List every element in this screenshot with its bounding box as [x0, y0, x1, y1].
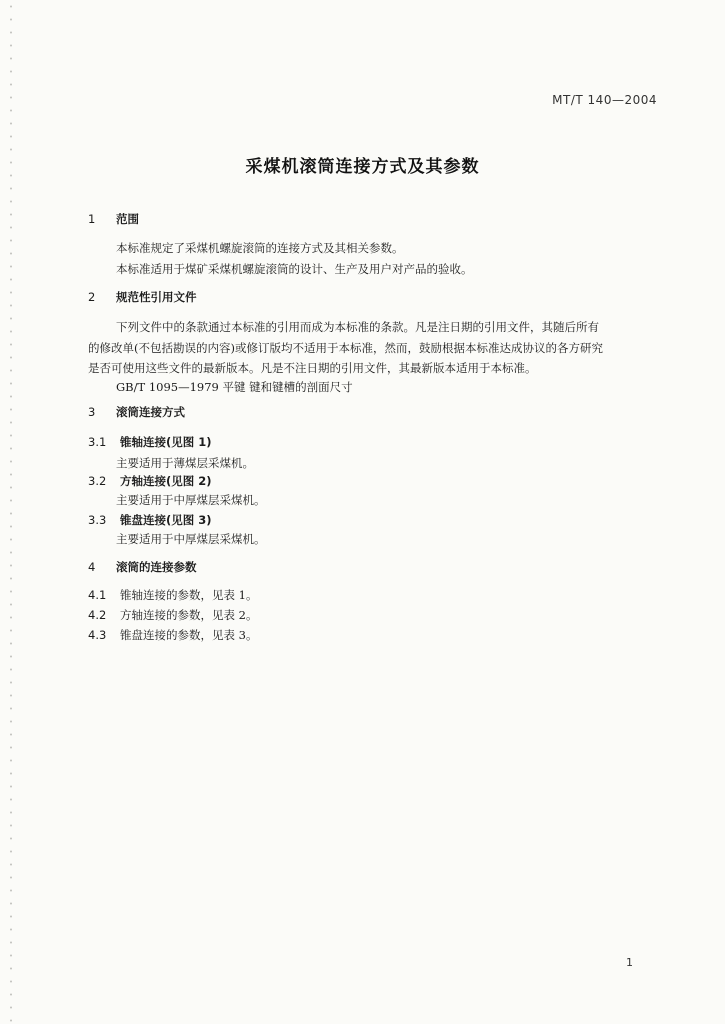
section-number: 2: [88, 290, 96, 304]
section-1-heading: [88, 211, 139, 227]
item-3-3-text: 主要适用于中厚煤层采煤机。: [116, 532, 266, 546]
item-3-3-title: [88, 512, 212, 528]
item-4-2: [88, 607, 257, 623]
item-title: 锥轴连接(见图 1): [120, 435, 212, 449]
section-title: 范围: [116, 212, 139, 226]
item-text: 锥轴连接的参数，见表 1。: [120, 588, 258, 602]
section-number: 4: [88, 560, 96, 574]
section-title: 滚筒连接方式: [116, 405, 185, 419]
section-1-paragraph-2: 本标准适用于煤矿采煤机螺旋滚筒的设计、生产及用户对产品的验收。: [116, 262, 473, 276]
section-title: 规范性引用文件: [116, 290, 197, 304]
item-number: 4.1: [88, 588, 107, 602]
item-3-2-text: 主要适用于中厚煤层采煤机。: [116, 493, 266, 507]
section-number: 3: [88, 405, 96, 419]
item-title: 锥盘连接(见图 3): [120, 513, 212, 527]
section-title: 滚筒的连接参数: [116, 560, 197, 574]
section-4-heading: [88, 559, 197, 575]
item-number: 4.3: [88, 628, 107, 642]
page-number: 1: [626, 956, 633, 969]
section-2-line-3: 是否可使用这些文件的最新版本。凡是不注日期的引用文件，其最新版本适用于本标准。: [88, 361, 537, 375]
section-2-line-2: 的修改单(不包括勘误的内容)或修订版均不适用于本标准，然而，鼓励根据本标准达成协议的各方研究: [88, 341, 603, 355]
item-text: 方轴连接的参数，见表 2。: [120, 608, 258, 622]
section-2-heading: [88, 289, 197, 305]
item-3-1-text: 主要适用于薄煤层采煤机。: [116, 456, 254, 470]
item-number: 3.1: [88, 435, 107, 449]
standard-code: MT/T 140—2004: [552, 93, 657, 107]
section-number: 1: [88, 212, 96, 226]
item-4-1: [88, 587, 257, 603]
item-3-1-title: [88, 434, 212, 450]
section-1-paragraph-1: 本标准规定了采煤机螺旋滚筒的连接方式及其相关参数。: [116, 241, 404, 255]
section-3-heading: [88, 404, 185, 420]
item-number: 3.2: [88, 474, 107, 488]
section-2-reference: GB/T 1095—1979 平键 键和键槽的剖面尺寸: [116, 380, 353, 394]
item-text: 锥盘连接的参数，见表 3。: [120, 628, 258, 642]
section-2-line-1: 下列文件中的条款通过本标准的引用而成为本标准的条款。凡是注日期的引用文件，其随后所有: [116, 320, 599, 334]
item-3-2-title: [88, 473, 212, 489]
item-title: 方轴连接(见图 2): [120, 474, 212, 488]
item-4-3: [88, 627, 257, 643]
document-title: 采煤机滚筒连接方式及其参数: [245, 157, 480, 177]
item-number: 3.3: [88, 513, 107, 527]
item-number: 4.2: [88, 608, 107, 622]
